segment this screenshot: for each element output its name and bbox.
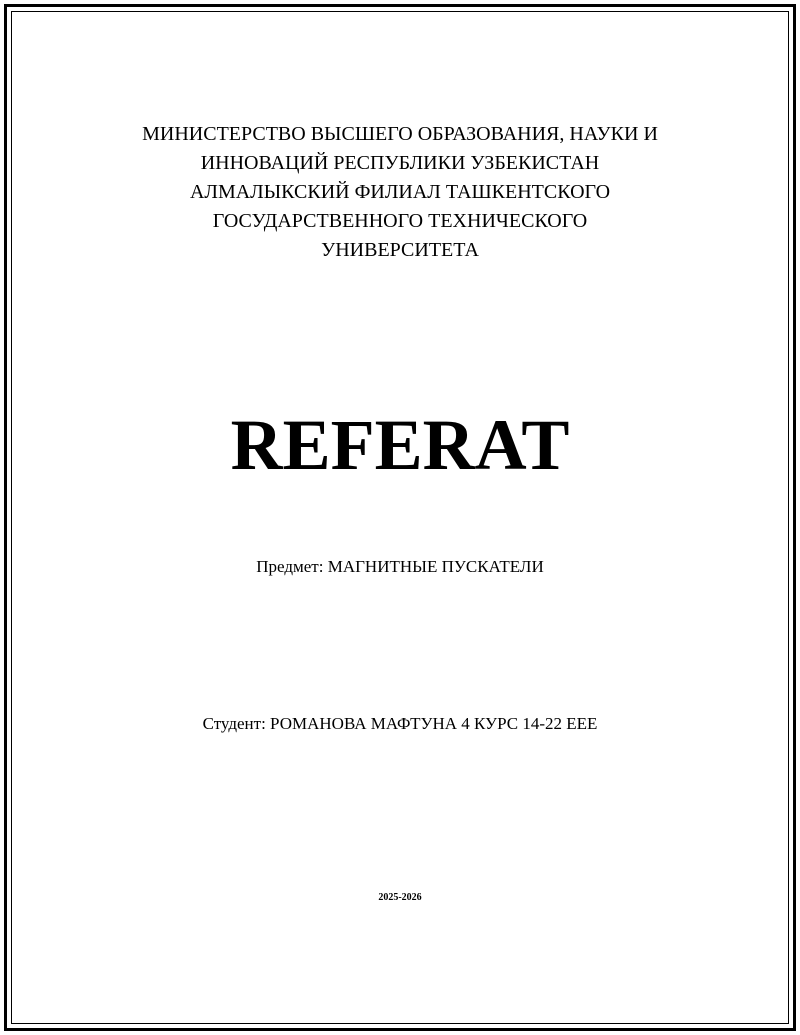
student-line: Студент: РОМАНОВА МАФТУНА 4 КУРС 14-22 EEE — [202, 714, 598, 733]
header-line: МИНИСТЕРСТВО ВЫСШЕГО ОБРАЗОВАНИЯ, НАУКИ И — [142, 123, 658, 145]
document-title: REFERAT — [230, 405, 570, 485]
header-line: ИННОВАЦИЙ РЕСПУБЛИКИ УЗБЕКИСТАН — [200, 152, 600, 174]
academic-year: 2025-2026 — [378, 892, 422, 903]
institution-header — [60, 120, 740, 265]
subject-line: Предмет: МАГНИТНЫЕ ПУСКАТЕЛИ — [256, 557, 544, 576]
header-line: АЛМАЛЫКСКИЙ ФИЛИАЛ ТАШКЕНТСКОГО — [189, 181, 611, 203]
header-line: ГОСУДАРСТВЕННОГО ТЕХНИЧЕСКОГО — [212, 210, 588, 232]
header-line: УНИВЕРСИТЕТА — [321, 239, 479, 261]
